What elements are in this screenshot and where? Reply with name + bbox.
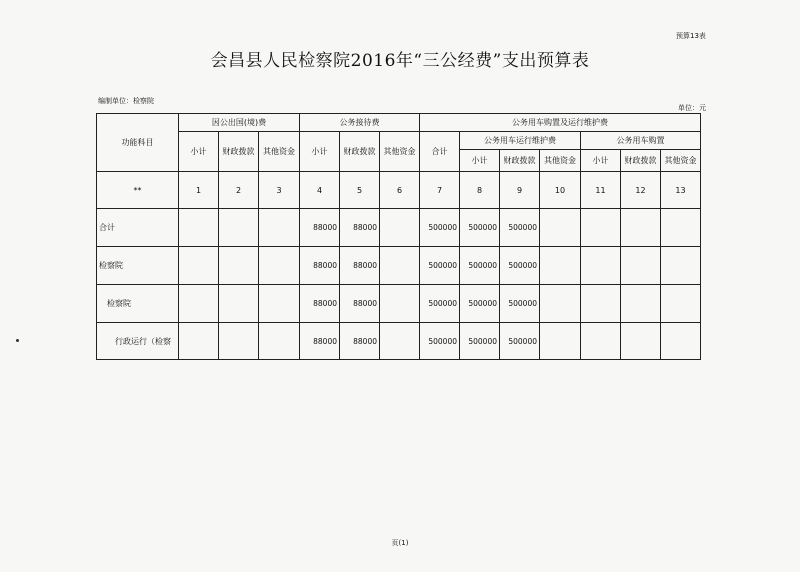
header-func-subject: 功能科目 — [97, 114, 179, 172]
value-cell — [621, 323, 661, 360]
value-cell — [661, 247, 701, 285]
value-cell — [219, 247, 259, 285]
value-cell — [179, 285, 219, 323]
value-cell: 500000 — [420, 285, 460, 323]
budget-table — [96, 113, 701, 360]
value-cell: 88000 — [340, 323, 380, 360]
value-cell — [540, 247, 581, 285]
value-cell: 500000 — [420, 209, 460, 247]
header-fiscal: 财政拨款 — [621, 150, 661, 172]
header-other: 其他资金 — [540, 150, 581, 172]
index-cell: 8 — [460, 172, 500, 209]
value-cell — [621, 209, 661, 247]
index-cell: 11 — [581, 172, 621, 209]
header-fiscal: 财政拨款 — [340, 132, 380, 172]
header-vehicle: 公务用车购置及运行维护费 — [420, 114, 701, 132]
table-row — [97, 323, 701, 360]
value-cell — [179, 209, 219, 247]
value-cell: 500000 — [460, 247, 500, 285]
table-row — [97, 209, 701, 247]
index-cell: ** — [97, 172, 179, 209]
index-cell: 2 — [219, 172, 259, 209]
value-cell: 500000 — [460, 285, 500, 323]
header-subtotal: 小计 — [460, 150, 500, 172]
value-cell: 500000 — [500, 247, 540, 285]
value-cell: 88000 — [340, 247, 380, 285]
index-cell: 1 — [179, 172, 219, 209]
table-row — [97, 247, 701, 285]
value-cell — [219, 323, 259, 360]
value-cell — [540, 209, 581, 247]
header-vehicle-run: 公务用车运行维护费 — [460, 132, 581, 150]
value-cell — [380, 247, 420, 285]
value-cell: 88000 — [300, 247, 340, 285]
value-cell: 500000 — [460, 209, 500, 247]
value-cell: 88000 — [340, 209, 380, 247]
value-cell — [581, 209, 621, 247]
index-cell: 5 — [340, 172, 380, 209]
value-cell: 500000 — [500, 209, 540, 247]
value-cell — [661, 209, 701, 247]
value-cell — [581, 285, 621, 323]
value-cell — [540, 323, 581, 360]
header-subtotal: 小计 — [300, 132, 340, 172]
row-label: 检察院 — [97, 247, 179, 285]
value-cell: 500000 — [500, 285, 540, 323]
value-cell — [581, 247, 621, 285]
table-row — [97, 285, 701, 323]
index-cell: 3 — [259, 172, 300, 209]
unit-label: 单位：元 — [678, 104, 706, 112]
index-cell: 6 — [380, 172, 420, 209]
header-reception: 公务接待费 — [300, 114, 420, 132]
index-cell: 9 — [500, 172, 540, 209]
value-cell — [259, 209, 300, 247]
header-vehicle-buy: 公务用车购置 — [581, 132, 701, 150]
value-cell — [259, 247, 300, 285]
index-row — [97, 172, 701, 209]
prepared-by: 编制单位：检察院 — [98, 97, 154, 105]
page-footer: 页(1) — [391, 539, 409, 547]
header-other: 其他资金 — [661, 150, 701, 172]
row-label: 检察院 — [97, 285, 179, 323]
value-cell: 88000 — [300, 209, 340, 247]
value-cell — [219, 285, 259, 323]
scan-speck — [16, 339, 19, 342]
value-cell — [179, 323, 219, 360]
header-fiscal: 财政拨款 — [500, 150, 540, 172]
value-cell — [380, 209, 420, 247]
page-code: 预算13表 — [676, 32, 706, 40]
value-cell — [380, 285, 420, 323]
header-subtotal: 小计 — [179, 132, 219, 172]
index-cell: 7 — [420, 172, 460, 209]
value-cell: 88000 — [340, 285, 380, 323]
header-overseas: 因公出国(境)费 — [179, 114, 300, 132]
value-cell — [259, 285, 300, 323]
value-cell — [621, 285, 661, 323]
row-label: 行政运行（检察 — [97, 323, 179, 360]
index-cell: 13 — [661, 172, 701, 209]
value-cell: 88000 — [300, 323, 340, 360]
value-cell — [581, 323, 621, 360]
value-cell — [540, 285, 581, 323]
value-cell: 500000 — [460, 323, 500, 360]
value-cell — [661, 285, 701, 323]
index-cell: 10 — [540, 172, 581, 209]
header-other: 其他资金 — [380, 132, 420, 172]
value-cell — [179, 247, 219, 285]
value-cell: 500000 — [500, 323, 540, 360]
value-cell: 500000 — [420, 247, 460, 285]
value-cell — [621, 247, 661, 285]
header-other: 其他资金 — [259, 132, 300, 172]
value-cell — [661, 323, 701, 360]
value-cell — [380, 323, 420, 360]
row-label: 合计 — [97, 209, 179, 247]
value-cell: 88000 — [300, 285, 340, 323]
header-subtotal: 小计 — [581, 150, 621, 172]
header-total: 合计 — [420, 132, 460, 172]
index-cell: 12 — [621, 172, 661, 209]
header-fiscal: 财政拨款 — [219, 132, 259, 172]
value-cell — [259, 323, 300, 360]
value-cell: 500000 — [420, 323, 460, 360]
index-cell: 4 — [300, 172, 340, 209]
value-cell — [219, 209, 259, 247]
page-title: 会昌县人民检察院2016年“三公经费”支出预算表 — [210, 51, 590, 71]
